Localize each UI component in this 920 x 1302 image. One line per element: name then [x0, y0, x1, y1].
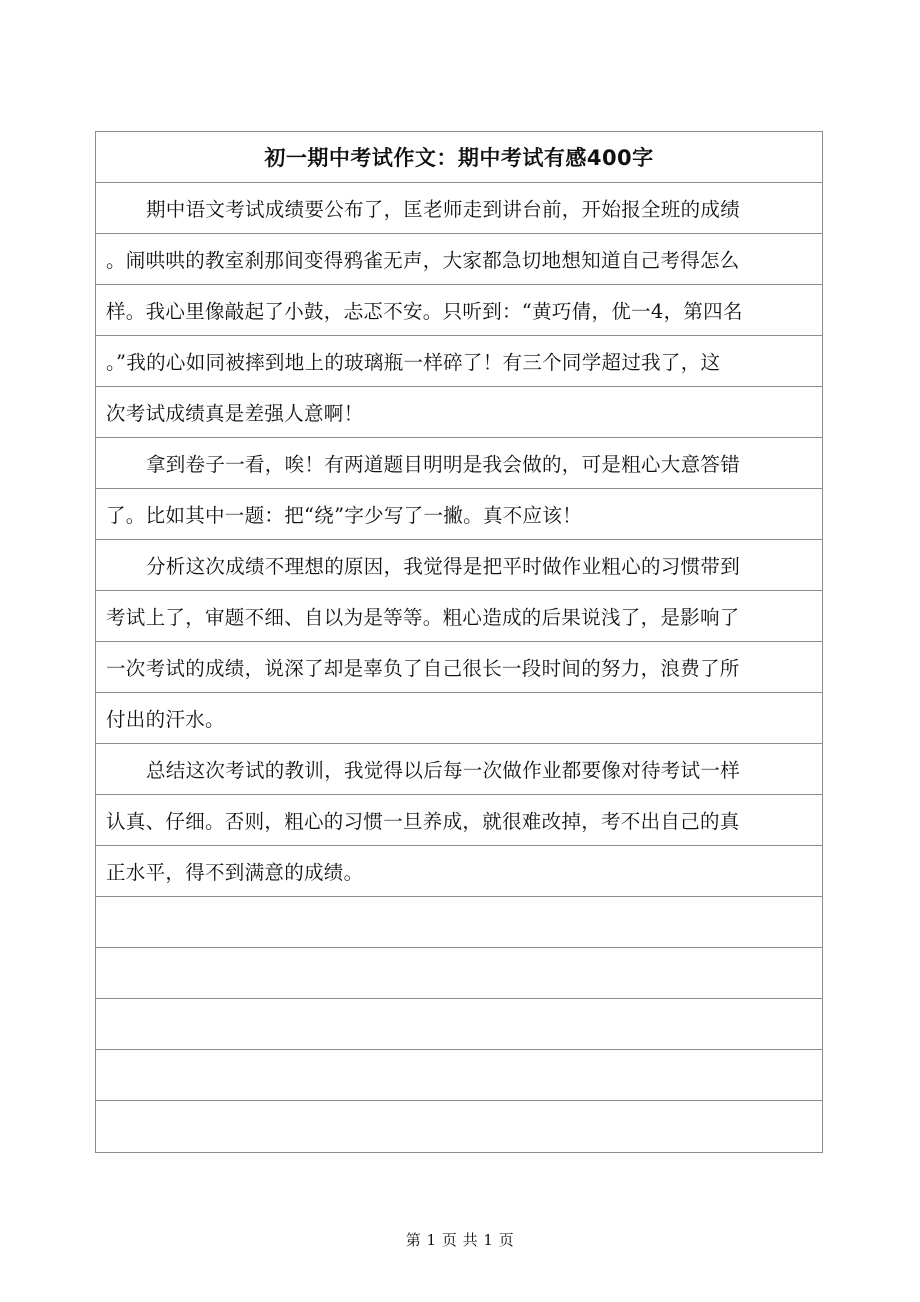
empty-line — [96, 999, 822, 1050]
essay-line-9: 考试上了，审题不细、自以为是等等。粗心造成的后果说浅了，是影响了 — [96, 591, 822, 642]
empty-line — [96, 1101, 822, 1152]
essay-line-3: 样。我心里像敲起了小鼓，忐忑不安。只听到：“黄巧倩，优一4，第四名 — [96, 285, 822, 336]
empty-line — [96, 897, 822, 948]
page-footer: 第 1 页 共 1 页 — [405, 1231, 515, 1249]
essay-line-13: 认真、仔细。否则，粗心的习惯一旦养成，就很难改掉，考不出自己的真 — [96, 795, 822, 846]
essay-line-7: 了。比如其中一题：把“绕”字少写了一撇。真不应该！ — [96, 489, 822, 540]
empty-line — [96, 1050, 822, 1101]
empty-line — [96, 948, 822, 999]
essay-line-6: 拿到卷子一看，唉！有两道题目明明是我会做的，可是粗心大意答错 — [96, 438, 822, 489]
essay-line-4: 。”我的心如同被摔到地上的玻璃瓶一样碎了！有三个同学超过我了，这 — [96, 336, 822, 387]
essay-line-2: 。闹哄哄的教室刹那间变得鸦雀无声，大家都急切地想知道自己考得怎么 — [96, 234, 822, 285]
essay-line-8: 分析这次成绩不理想的原因，我觉得是把平时做作业粗心的习惯带到 — [96, 540, 822, 591]
essay-title: 初一期中考试作文：期中考试有感400字 — [96, 132, 822, 183]
essay-line-5: 次考试成绩真是差强人意啊！ — [96, 387, 822, 438]
essay-line-1: 期中语文考试成绩要公布了，匡老师走到讲台前，开始报全班的成绩 — [96, 183, 822, 234]
essay-line-14: 正水平，得不到满意的成绩。 — [96, 846, 822, 897]
essay-sheet — [95, 131, 823, 1153]
essay-line-12: 总结这次考试的教训，我觉得以后每一次做作业都要像对待考试一样 — [96, 744, 822, 795]
essay-line-10: 一次考试的成绩，说深了却是辜负了自己很长一段时间的努力，浪费了所 — [96, 642, 822, 693]
essay-line-11: 付出的汗水。 — [96, 693, 822, 744]
